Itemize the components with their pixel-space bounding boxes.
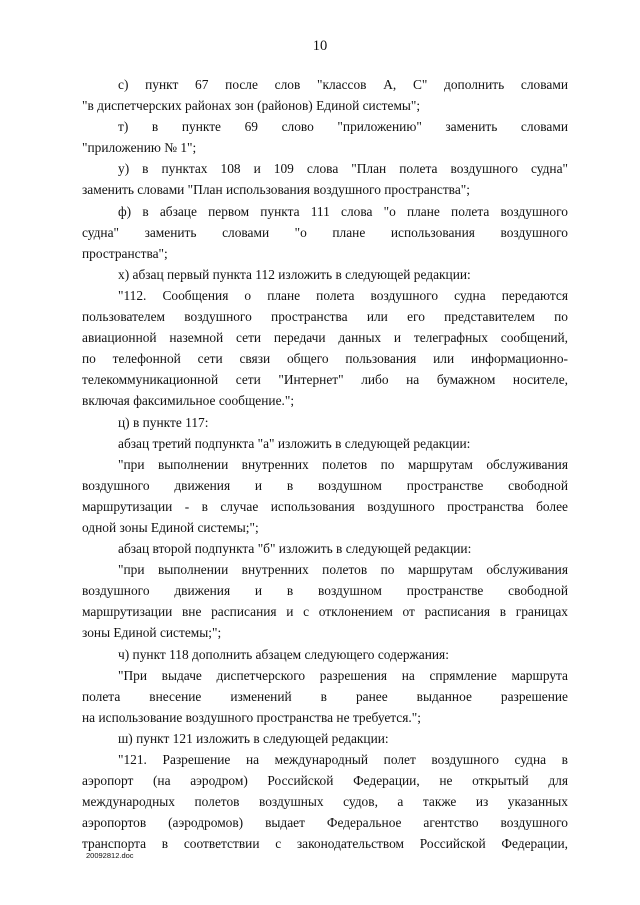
text-line: маршрутизации вне расписания и с отклонением от расписания в границах [82, 604, 568, 620]
text-line: международных полетов воздушных судов, а также из указанных [82, 794, 568, 810]
text-line: ч) пункт 118 дополнить абзацем следующего содержания: [118, 646, 449, 662]
text-line: с) пункт 67 после слов "классов А, С" дополнить словами [118, 77, 568, 92]
footer-filename: 20092812.doc [86, 851, 134, 860]
text-line: пространства"; [82, 245, 168, 261]
text-line: заменить словами "План использования воздушного пространства"; [82, 182, 470, 198]
text-line: ф) в абзаце первом пункта 111 слова "о плане полета воздушного [118, 203, 568, 219]
text-line: включая факсимильное сообщение."; [82, 393, 295, 409]
text-line: авиационной наземной сети передачи данных и телеграфных сообщений, [82, 330, 568, 346]
text-line: одной зоны Единой системы;"; [82, 519, 259, 535]
text-line: т) в пункте 69 слово "приложению" заменить словами [118, 119, 568, 135]
text-line: у) в пунктах 108 и 109 слова "План полета воздушного судна" [118, 161, 568, 177]
text-line: ц) в пункте 117: [118, 414, 209, 430]
text-line: по телефонной сети связи общего пользования или информационно- [82, 351, 568, 367]
text-line: "в диспетчерских районах зон (районов) Единой системы"; [82, 98, 421, 114]
text-line: транспорта в соответствии с законодательством Российской Федерации, [82, 836, 568, 852]
text-line: зоны Единой системы;"; [82, 625, 222, 641]
text-line: аэропортов (аэродромов) выдает Федеральное агентство воздушного [82, 815, 568, 831]
text-line: "121. Разрешение на международный полет воздушного судна в [118, 752, 568, 767]
text-line: судна" заменить словами "о плане использования воздушного [82, 224, 568, 240]
text-line: х) абзац первый пункта 112 изложить в следующей редакции: [118, 266, 471, 282]
text-line: абзац третий подпункта "а" изложить в следующей редакции: [118, 435, 471, 451]
text-line: абзац второй подпункта "б" изложить в следующей редакции: [118, 541, 472, 557]
text-line: аэропорт (на аэродром) Российской Федерации, не открытый для [82, 773, 568, 789]
text-line: полета внесение изменений в ранее выданное разрешение [82, 688, 568, 704]
text-line: маршрутизации - в случае использования воздушного пространства более [82, 498, 568, 514]
text-line: на использование воздушного пространства не требуется."; [82, 709, 421, 725]
text-line: воздушного движения и в воздушном пространстве свободной [82, 477, 568, 493]
page-number: 10 [312, 38, 328, 54]
text-line: ш) пункт 121 изложить в следующей редакции: [118, 730, 389, 746]
text-line: "при выполнении внутренних полетов по маршрутам обслуживания [118, 562, 568, 578]
text-line: "При выдаче диспетчерского разрешения на спрямление маршрута [118, 667, 568, 683]
text-line: "при выполнении внутренних полетов по маршрутам обслуживания [118, 456, 568, 472]
text-line: "приложению № 1"; [82, 140, 197, 156]
text-line: пользователем воздушного пространства или его представителем по [82, 309, 568, 325]
text-line: воздушного движения и в воздушном пространстве свободной [82, 583, 568, 599]
text-line: телекоммуникационной сети "Интернет" либо на бумажном носителе, [82, 372, 568, 388]
text-line: "112. Сообщения о плане полета воздушного судна передаются [118, 287, 568, 303]
document-body [82, 74, 568, 854]
